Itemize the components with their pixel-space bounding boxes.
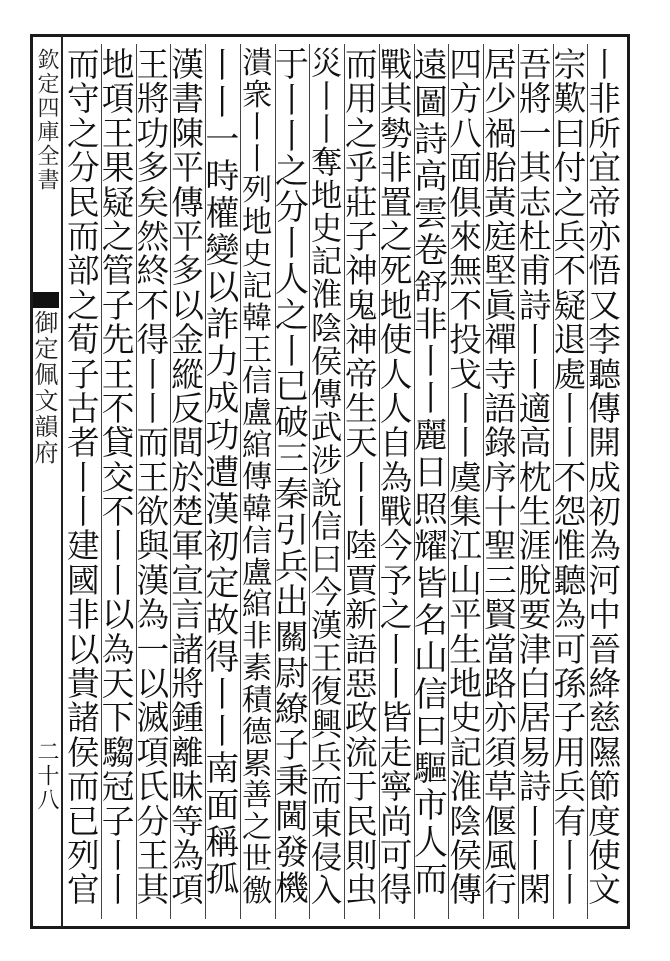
column-rule	[275, 44, 276, 919]
text-column: 丨 非 所 宜 帝 亦 悟 又 李 聽 傳 開 成 初 為 河 中 晉 絳 慈 隰 節 度 使 文	[588, 46, 621, 910]
column-rule	[483, 44, 484, 919]
text-column: 地 項 王 果 疑 之 管 子 先 王 不 貸 交 不 丨 丨 以 為 天 下 騶 冠 子 丨 丨	[101, 46, 135, 910]
column-rule	[170, 44, 171, 919]
column-rule	[205, 44, 206, 919]
column-rule	[414, 44, 415, 919]
text-column: 潰 衆 丨 丨 列 地 史 記 韓 王 信 盧 綰 傳 韓 信 盧 綰 非 素 積 德 累 善 之 世 徼	[241, 46, 273, 909]
column-rule	[587, 44, 588, 919]
column-rule	[136, 44, 137, 919]
page-number: 二十八	[34, 740, 59, 812]
volume-title: 御定佩文韻府	[30, 310, 58, 466]
text-column: 四 方 八 面 俱 來 無 不 投 戈 丨 丨 虞 集 江 山 平 生 地 史 記 淮 陰 侯 傳	[449, 46, 482, 910]
text-column: 遠 圖 詩 高 雲 卷 舒 非 丨 丨 麗 日 照 耀 皆 名 山 信 曰 驅 市 人 而	[413, 46, 448, 900]
text-column: 居 少 禍 胎 黃 庭 堅 眞 禪 寺 語 錄 序 十 聖 三 賢 當 路 亦 須 草 偃 風 行	[484, 46, 517, 910]
column-rule	[240, 44, 241, 919]
text-column: 漢 書 陳 平 傳 平 多 以 金 縱 反 間 於 楚 軍 宣 言 諸 將 鍾 離 昧 等 為 項	[171, 46, 204, 910]
text-column: 災 丨 丨 奪 地 史 記 淮 陰 侯 傳 武 涉 說 信 曰 今 漢 王 復 興 兵 而 東 侵 入	[310, 46, 343, 909]
text-column: 于 丨 丨 之 分 丨 人 之 丨 已 破 三 秦 引 兵 出 關 尉 繚 子 秉 閫 發 機	[274, 45, 309, 910]
text-column: 吾 將 一 其 志 杜 甫 詩 丨 丨 適 高 枕 生 涯 脫 要 津 白 居 易 詩 丨 丨 閑	[518, 46, 552, 910]
book-title: 欽定四庫全書	[34, 48, 59, 192]
column-rule	[448, 44, 449, 919]
column-rule	[379, 44, 380, 919]
column-rule	[101, 44, 102, 919]
text-column: 宗 歎 曰 付 之 兵 不 疑 退 處 丨 丨 不 怨 惟 聽 為 可 孫 子 用 兵 有 丨 丨	[553, 46, 587, 910]
column-rule	[309, 44, 310, 919]
text-column: 丨 丨 一 時 權 變 以 詐 力 成 功 遭 漢 初 定 故 得 丨 丨 南 面 稱 孤	[205, 46, 240, 900]
column-rule	[344, 44, 345, 919]
text-column: 而 守 之 分 民 而 部 之 荀 子 古 者 丨 丨 建 國 非 以 貴 諸 侯 而 已 列 官	[67, 46, 100, 910]
text-column: 王 將 功 多 矣 然 終 不 得 丨 丨 而 王 欲 與 漢 為 一 以 滅 項 氏 分 王 其	[136, 46, 170, 910]
text-column: 而 用 之 乎 莊 子 神 鬼 神 帝 生 天 丨 丨 陸 賈 新 語 惡 政 流 于 民 則 虫	[345, 46, 378, 910]
text-column: 戰 其 勢 非 置 之 死 地 使 人 人 自 為 戰 今 予 之 丨 丨 皆 走 寧 尚 可 得	[379, 46, 413, 910]
column-rule	[553, 44, 554, 919]
fishtail-marker	[33, 292, 59, 308]
column-rule	[518, 44, 519, 919]
